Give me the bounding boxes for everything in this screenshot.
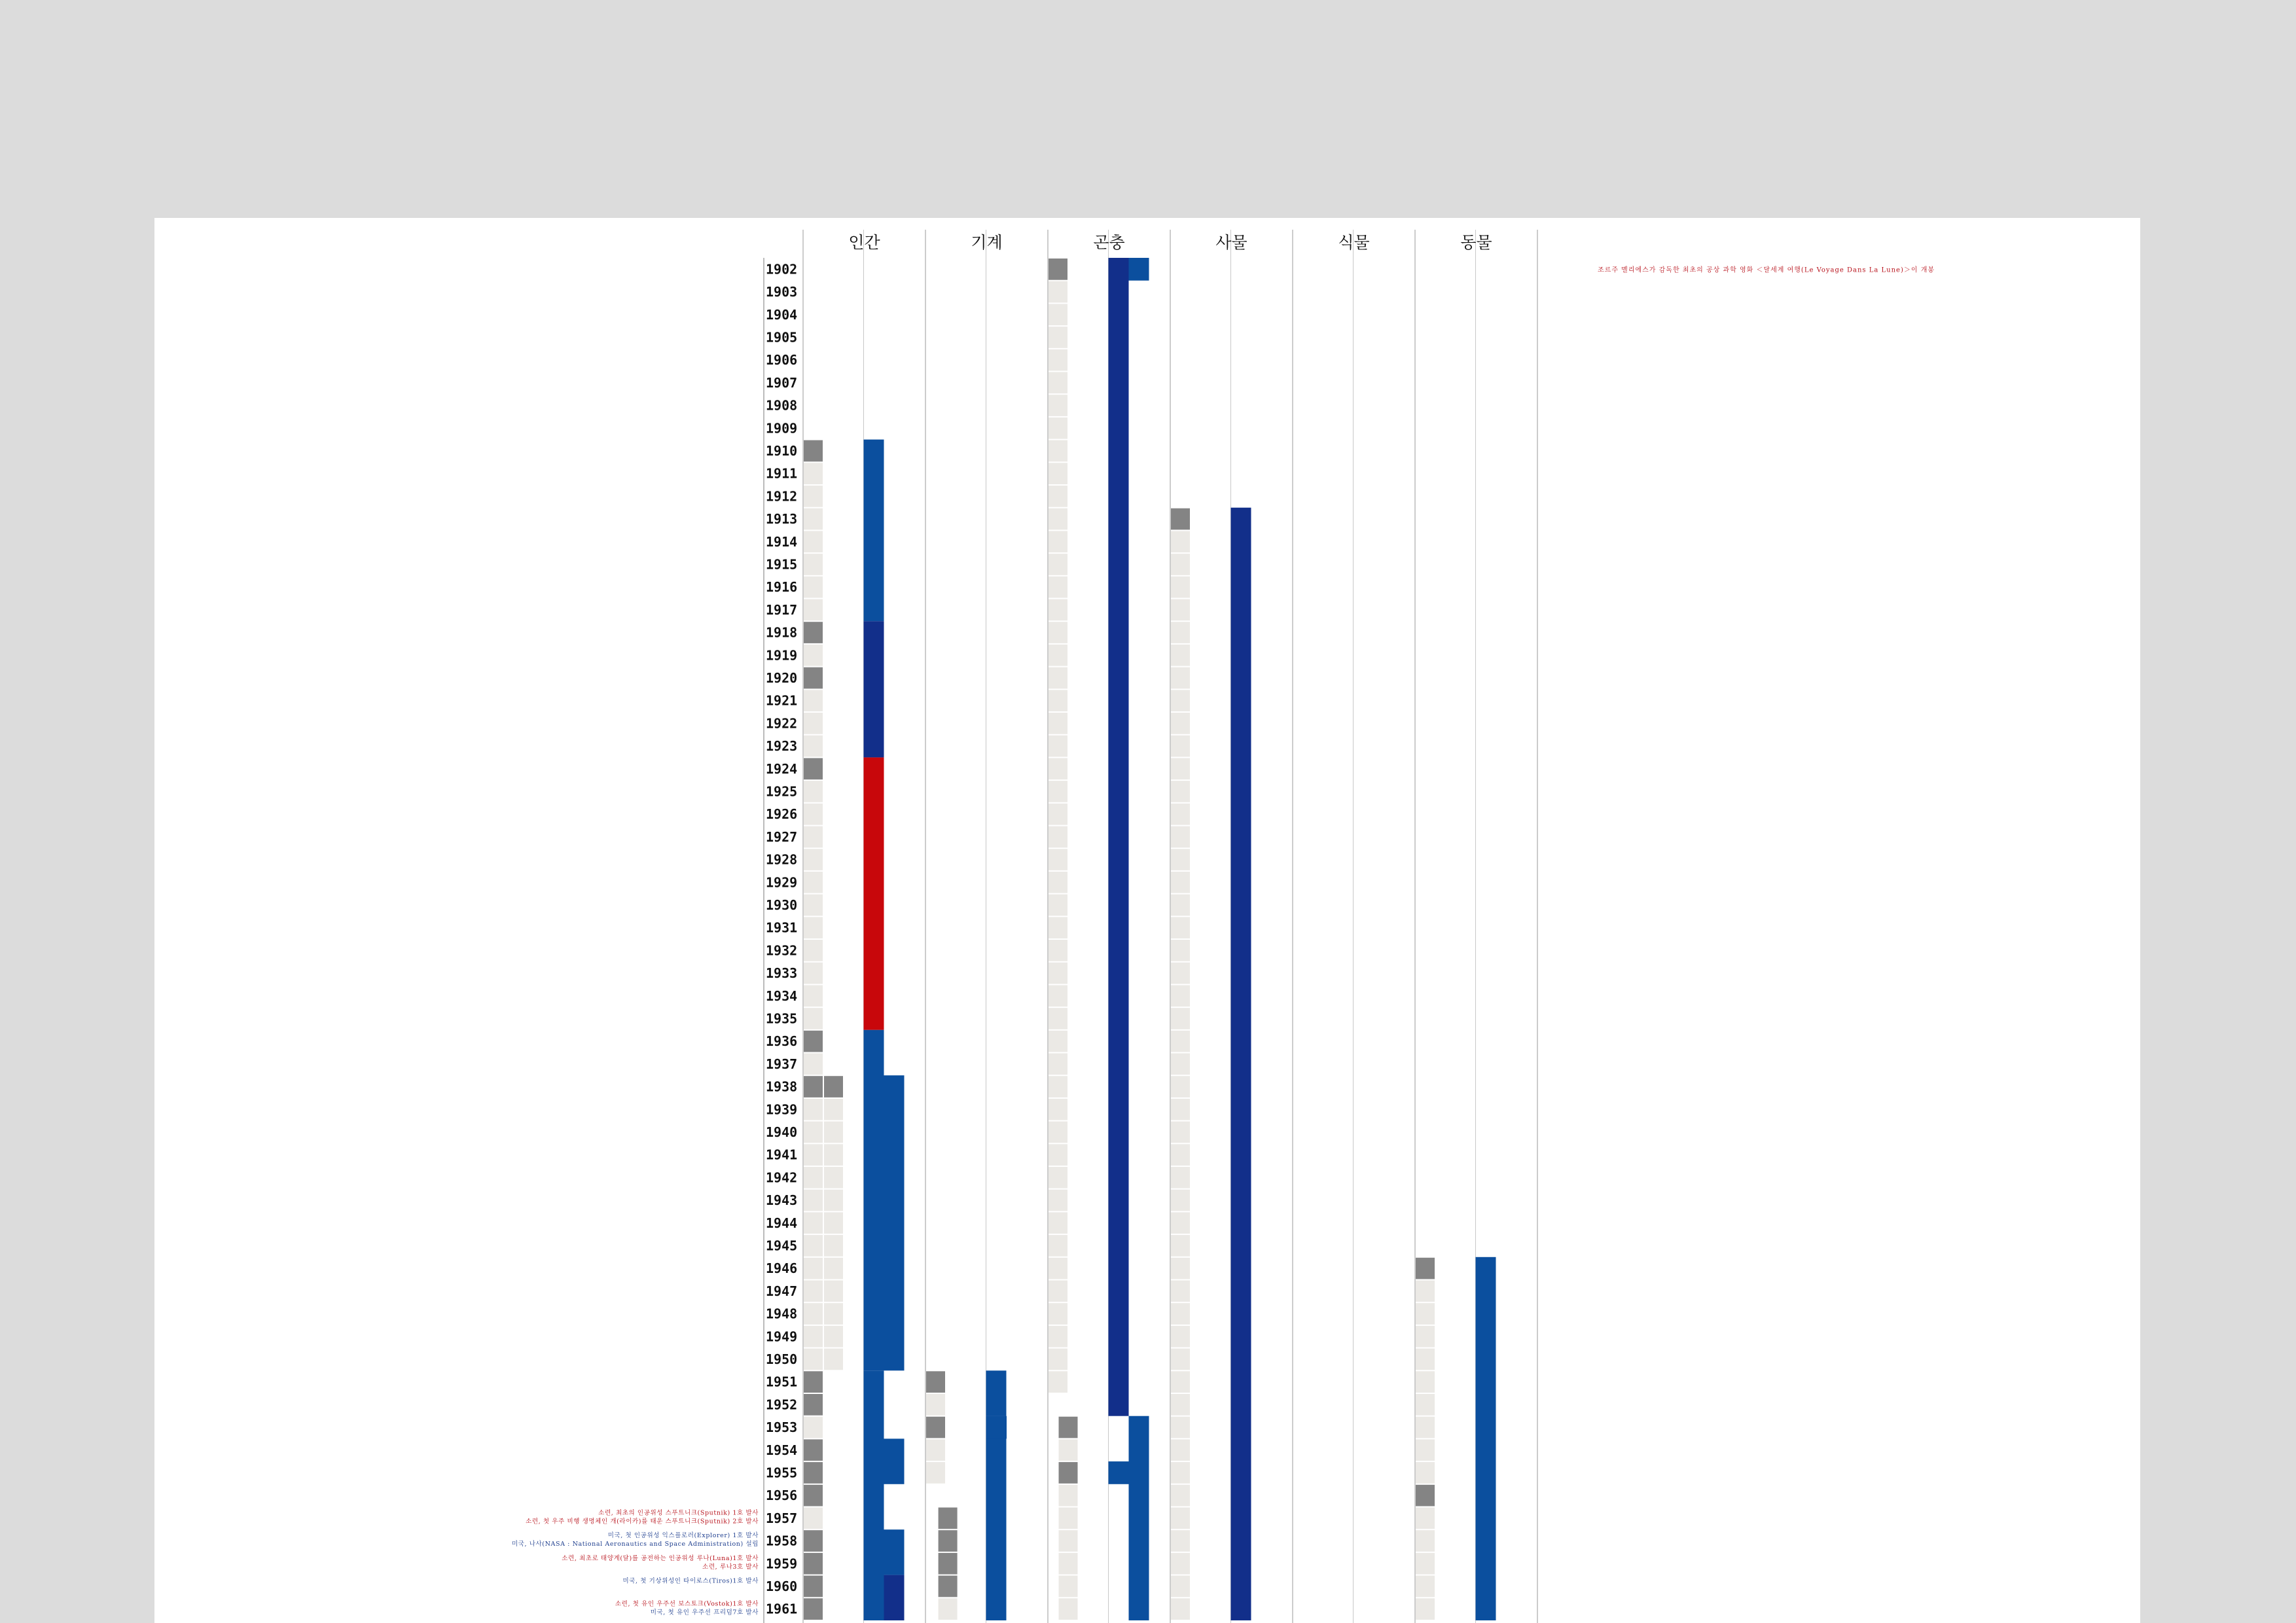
timeline-bar[interactable] — [864, 440, 884, 622]
image-thumbnail[interactable] — [1171, 1144, 1190, 1166]
image-thumbnail[interactable] — [1049, 1371, 1067, 1393]
image-thumbnail[interactable] — [804, 940, 823, 961]
timeline-chart — [154, 218, 2140, 1623]
image-thumbnail[interactable] — [804, 1371, 823, 1393]
image-thumbnail[interactable] — [804, 1167, 823, 1188]
image-thumbnail[interactable] — [804, 622, 823, 643]
image-thumbnail[interactable] — [1059, 1485, 1078, 1507]
image-thumbnail[interactable] — [1049, 895, 1067, 916]
image-thumbnail[interactable] — [804, 1598, 823, 1620]
image-thumbnail[interactable] — [804, 985, 823, 1007]
image-thumbnail[interactable] — [1171, 849, 1190, 870]
image-thumbnail[interactable] — [804, 668, 823, 689]
image-thumbnail[interactable] — [804, 577, 823, 598]
year-label: 1933 — [766, 965, 798, 982]
timeline-bar[interactable] — [1476, 1257, 1496, 1620]
image-thumbnail[interactable] — [1416, 1576, 1435, 1597]
image-thumbnail[interactable] — [824, 1326, 843, 1347]
image-thumbnail[interactable] — [804, 463, 823, 484]
year-label: 1957 — [766, 1510, 798, 1526]
image-thumbnail[interactable] — [824, 1281, 843, 1302]
image-thumbnail[interactable] — [1171, 668, 1190, 689]
image-thumbnail[interactable] — [804, 1190, 823, 1211]
year-label: 1954 — [766, 1442, 798, 1458]
image-thumbnail[interactable] — [1049, 645, 1067, 666]
image-thumbnail[interactable] — [1171, 1462, 1190, 1484]
image-thumbnail[interactable] — [824, 1167, 843, 1188]
image-thumbnail[interactable] — [804, 1235, 823, 1257]
year-label: 1924 — [766, 760, 798, 777]
image-thumbnail[interactable] — [1171, 622, 1190, 643]
year-label: 1912 — [766, 488, 798, 505]
image-thumbnail[interactable] — [824, 1099, 843, 1120]
event-note: 소련, 최초의 인공위성 스푸트니크(Sputnik) 1호 발사 — [598, 1509, 759, 1517]
timeline-bar[interactable] — [986, 1370, 1007, 1416]
image-thumbnail[interactable] — [1049, 1031, 1067, 1052]
year-label: 1913 — [766, 511, 798, 527]
year-label: 1905 — [766, 329, 798, 346]
image-thumbnail[interactable] — [1049, 1235, 1067, 1257]
image-thumbnail[interactable] — [1171, 917, 1190, 938]
image-thumbnail[interactable] — [804, 736, 823, 757]
image-thumbnail[interactable] — [824, 1235, 843, 1257]
image-thumbnail[interactable] — [804, 895, 823, 916]
image-thumbnail[interactable] — [804, 690, 823, 711]
image-thumbnail[interactable] — [824, 1122, 843, 1143]
year-label: 1956 — [766, 1488, 798, 1504]
category-heading: 사물 — [1215, 233, 1247, 252]
image-thumbnail[interactable] — [1171, 985, 1190, 1007]
image-thumbnail[interactable] — [1171, 1553, 1190, 1575]
image-thumbnail[interactable] — [1171, 1076, 1190, 1097]
year-label: 1914 — [766, 533, 798, 550]
year-label: 1949 — [766, 1329, 798, 1345]
year-label: 1937 — [766, 1056, 798, 1072]
image-thumbnail[interactable] — [1171, 1598, 1190, 1620]
image-thumbnail[interactable] — [804, 1258, 823, 1279]
image-thumbnail[interactable] — [804, 963, 823, 984]
year-label: 1930 — [766, 897, 798, 913]
image-thumbnail[interactable] — [804, 1212, 823, 1234]
year-label: 1906 — [766, 352, 798, 368]
image-thumbnail[interactable] — [1171, 1008, 1190, 1029]
image-thumbnail[interactable] — [1416, 1485, 1435, 1507]
image-thumbnail[interactable] — [1049, 1167, 1067, 1188]
image-thumbnail[interactable] — [1171, 1576, 1190, 1597]
year-label: 1911 — [766, 465, 798, 482]
image-thumbnail[interactable] — [804, 781, 823, 802]
image-thumbnail[interactable] — [1416, 1553, 1435, 1575]
timeline-bar[interactable] — [884, 1575, 905, 1620]
event-note: 소련, 최초로 태양계(달)를 공전하는 인공위성 루나(Luna)1호 발사 — [562, 1554, 759, 1562]
image-thumbnail[interactable] — [1049, 690, 1067, 711]
category-heading: 곤충 — [1093, 233, 1125, 252]
image-thumbnail[interactable] — [1416, 1394, 1435, 1416]
image-thumbnail[interactable] — [804, 1485, 823, 1507]
image-thumbnail[interactable] — [824, 1349, 843, 1370]
year-label: 1921 — [766, 692, 798, 709]
image-thumbnail[interactable] — [804, 531, 823, 552]
year-label: 1934 — [766, 988, 798, 1004]
image-thumbnail[interactable] — [1059, 1553, 1078, 1575]
year-label: 1960 — [766, 1578, 798, 1594]
image-thumbnail[interactable] — [1059, 1598, 1078, 1620]
image-thumbnail[interactable] — [1171, 1394, 1190, 1416]
image-thumbnail[interactable] — [804, 1553, 823, 1575]
year-label: 1922 — [766, 715, 798, 732]
year-label: 1955 — [766, 1465, 798, 1481]
image-thumbnail[interactable] — [1049, 349, 1067, 371]
image-thumbnail[interactable] — [1049, 1212, 1067, 1234]
year-label: 1927 — [766, 829, 798, 845]
year-label: 1942 — [766, 1169, 798, 1186]
timeline-bar[interactable] — [864, 757, 884, 1029]
year-label: 1903 — [766, 284, 798, 300]
image-thumbnail[interactable] — [824, 1144, 843, 1166]
image-thumbnail[interactable] — [1171, 736, 1190, 757]
image-thumbnail[interactable] — [804, 1439, 823, 1461]
image-thumbnail[interactable] — [1171, 508, 1190, 530]
image-thumbnail[interactable] — [804, 872, 823, 893]
image-thumbnail[interactable] — [1171, 758, 1190, 779]
image-thumbnail[interactable] — [804, 1076, 823, 1097]
year-label: 1958 — [766, 1533, 798, 1549]
image-thumbnail[interactable] — [804, 849, 823, 870]
image-thumbnail[interactable] — [1049, 736, 1067, 757]
image-thumbnail[interactable] — [1049, 1258, 1067, 1279]
image-thumbnail[interactable] — [1171, 1508, 1190, 1529]
image-thumbnail[interactable] — [1049, 1303, 1067, 1325]
category-heading: 기계 — [971, 233, 1003, 252]
image-thumbnail[interactable] — [1049, 1008, 1067, 1029]
image-thumbnail[interactable] — [1049, 304, 1067, 325]
image-thumbnail[interactable] — [804, 1281, 823, 1302]
year-label: 1904 — [766, 306, 798, 323]
year-label: 1938 — [766, 1079, 798, 1095]
image-thumbnail[interactable] — [1171, 1371, 1190, 1393]
year-label: 1928 — [766, 851, 798, 868]
year-label: 1961 — [766, 1601, 798, 1617]
image-thumbnail[interactable] — [1416, 1371, 1435, 1393]
image-thumbnail[interactable] — [1171, 1530, 1190, 1552]
image-thumbnail[interactable] — [804, 827, 823, 848]
image-thumbnail[interactable] — [1049, 1281, 1067, 1302]
year-label: 1918 — [766, 624, 798, 641]
year-label: 1945 — [766, 1238, 798, 1254]
image-thumbnail[interactable] — [1059, 1462, 1078, 1484]
image-thumbnail[interactable] — [1059, 1417, 1078, 1438]
image-thumbnail[interactable] — [939, 1553, 958, 1575]
image-thumbnail[interactable] — [1171, 1054, 1190, 1075]
image-thumbnail[interactable] — [804, 1576, 823, 1597]
year-label: 1946 — [766, 1260, 798, 1277]
image-thumbnail[interactable] — [1171, 963, 1190, 984]
image-thumbnail[interactable] — [804, 486, 823, 507]
image-thumbnail[interactable] — [824, 1076, 843, 1097]
image-thumbnail[interactable] — [1049, 758, 1067, 779]
image-thumbnail[interactable] — [804, 758, 823, 779]
image-thumbnail[interactable] — [1171, 554, 1190, 575]
year-label: 1941 — [766, 1147, 798, 1163]
image-thumbnail[interactable] — [804, 645, 823, 666]
year-label: 1910 — [766, 442, 798, 459]
year-label: 1908 — [766, 397, 798, 414]
image-thumbnail[interactable] — [1049, 804, 1067, 825]
image-thumbnail[interactable] — [1416, 1530, 1435, 1552]
category-heading: 식물 — [1338, 233, 1370, 252]
image-thumbnail[interactable] — [1171, 940, 1190, 961]
timeline-sheet — [154, 218, 2140, 1623]
image-thumbnail[interactable] — [1049, 668, 1067, 689]
image-thumbnail[interactable] — [926, 1439, 945, 1461]
year-label: 1926 — [766, 806, 798, 823]
event-note: 미국, 첫 인공위성 익스플로러(Explorer) 1호 발사 — [607, 1532, 759, 1540]
image-thumbnail[interactable] — [1171, 1485, 1190, 1507]
image-thumbnail[interactable] — [1049, 1076, 1067, 1097]
year-label: 1959 — [766, 1556, 798, 1572]
image-thumbnail[interactable] — [824, 1190, 843, 1211]
image-thumbnail[interactable] — [1416, 1281, 1435, 1302]
image-thumbnail[interactable] — [1049, 463, 1067, 484]
image-thumbnail[interactable] — [1171, 1235, 1190, 1257]
timeline-bar[interactable] — [1231, 508, 1251, 1620]
image-thumbnail[interactable] — [804, 1144, 823, 1166]
year-label: 1951 — [766, 1374, 798, 1390]
image-thumbnail[interactable] — [1416, 1417, 1435, 1438]
image-thumbnail[interactable] — [804, 1508, 823, 1529]
event-note: 소련, 루나3호 발사 — [702, 1563, 759, 1571]
year-label: 1925 — [766, 783, 798, 800]
image-thumbnail[interactable] — [804, 599, 823, 621]
image-thumbnail[interactable] — [804, 1122, 823, 1143]
timeline-bar[interactable] — [884, 1438, 905, 1484]
image-thumbnail[interactable] — [1171, 1439, 1190, 1461]
timeline-bar[interactable] — [884, 1075, 905, 1370]
timeline-bar[interactable] — [1129, 258, 1149, 281]
image-thumbnail[interactable] — [1049, 599, 1067, 621]
image-thumbnail[interactable] — [804, 554, 823, 575]
year-label: 1940 — [766, 1124, 798, 1140]
year-label: 1916 — [766, 579, 798, 596]
year-label: 1915 — [766, 556, 798, 573]
image-thumbnail[interactable] — [804, 804, 823, 825]
image-thumbnail[interactable] — [1049, 259, 1067, 280]
image-thumbnail[interactable] — [1049, 1144, 1067, 1166]
event-note: 미국, 나사(NASA : National Aeronautics and Space Administration) 설립 — [511, 1541, 759, 1548]
image-thumbnail[interactable] — [1049, 554, 1067, 575]
year-label: 1939 — [766, 1101, 798, 1118]
image-thumbnail[interactable] — [1059, 1530, 1078, 1552]
image-thumbnail[interactable] — [1059, 1508, 1078, 1529]
image-thumbnail[interactable] — [804, 1054, 823, 1075]
image-thumbnail[interactable] — [939, 1530, 958, 1552]
image-thumbnail[interactable] — [1049, 418, 1067, 439]
image-thumbnail[interactable] — [939, 1598, 958, 1620]
category-heading: 인간 — [848, 233, 880, 252]
year-label: 1948 — [766, 1306, 798, 1322]
year-label: 1943 — [766, 1192, 798, 1209]
image-thumbnail[interactable] — [1059, 1439, 1078, 1461]
image-thumbnail[interactable] — [804, 1530, 823, 1552]
image-thumbnail[interactable] — [804, 440, 823, 462]
image-thumbnail[interactable] — [1049, 1099, 1067, 1120]
timeline-bar[interactable] — [986, 1416, 1007, 1620]
timeline-bar[interactable] — [1129, 1416, 1149, 1620]
image-thumbnail[interactable] — [1171, 781, 1190, 802]
year-label: 1947 — [766, 1283, 798, 1299]
event-note: 미국, 첫 유인 우주선 프리덤7호 발사 — [650, 1609, 759, 1616]
image-thumbnail[interactable] — [804, 1394, 823, 1416]
image-thumbnail[interactable] — [804, 917, 823, 938]
image-thumbnail[interactable] — [1059, 1576, 1078, 1597]
year-label: 1907 — [766, 374, 798, 391]
image-thumbnail[interactable] — [1171, 1212, 1190, 1234]
image-thumbnail[interactable] — [1416, 1258, 1435, 1279]
image-thumbnail[interactable] — [1049, 940, 1067, 961]
image-thumbnail[interactable] — [824, 1258, 843, 1279]
image-thumbnail[interactable] — [1049, 531, 1067, 552]
image-thumbnail[interactable] — [926, 1371, 945, 1393]
timeline-bar[interactable] — [864, 1370, 884, 1620]
image-thumbnail[interactable] — [1416, 1349, 1435, 1370]
image-thumbnail[interactable] — [1049, 917, 1067, 938]
image-thumbnail[interactable] — [804, 1417, 823, 1438]
image-thumbnail[interactable] — [1171, 577, 1190, 598]
image-thumbnail[interactable] — [939, 1508, 958, 1529]
image-thumbnail[interactable] — [1171, 1167, 1190, 1188]
image-thumbnail[interactable] — [939, 1576, 958, 1597]
image-thumbnail[interactable] — [1049, 985, 1067, 1007]
image-thumbnail[interactable] — [804, 1326, 823, 1347]
year-label: 1952 — [766, 1397, 798, 1413]
year-label: 1902 — [766, 261, 798, 277]
image-thumbnail[interactable] — [1049, 1190, 1067, 1211]
timeline-bar[interactable] — [864, 621, 884, 757]
timeline-bar[interactable] — [1109, 258, 1129, 1416]
image-thumbnail[interactable] — [1049, 781, 1067, 802]
image-thumbnail[interactable] — [1171, 1031, 1190, 1052]
event-note: 소련, 첫 유인 우주선 보스토크(Vostok)1호 발사 — [615, 1600, 759, 1608]
year-label: 1953 — [766, 1419, 798, 1436]
image-thumbnail[interactable] — [926, 1462, 945, 1484]
year-label: 1936 — [766, 1033, 798, 1050]
image-thumbnail[interactable] — [1171, 1303, 1190, 1325]
image-thumbnail[interactable] — [804, 1303, 823, 1325]
image-thumbnail[interactable] — [804, 508, 823, 530]
image-thumbnail[interactable] — [1049, 372, 1067, 394]
timeline-bar[interactable] — [1109, 1461, 1129, 1484]
image-thumbnail[interactable] — [1416, 1508, 1435, 1529]
year-label: 1931 — [766, 919, 798, 936]
timeline-bar[interactable] — [884, 1529, 905, 1575]
image-thumbnail[interactable] — [1171, 1190, 1190, 1211]
timeline-bar[interactable] — [986, 1416, 1007, 1439]
image-thumbnail[interactable] — [1171, 1326, 1190, 1347]
year-label: 1944 — [766, 1215, 798, 1231]
image-thumbnail[interactable] — [1171, 1349, 1190, 1370]
year-label: 1919 — [766, 647, 798, 664]
image-thumbnail[interactable] — [1171, 1122, 1190, 1143]
image-thumbnail[interactable] — [1049, 827, 1067, 848]
year-label: 1923 — [766, 738, 798, 755]
image-thumbnail[interactable] — [1049, 713, 1067, 734]
event-note: 미국, 첫 기상위성인 타이로스(Tiros)1호 발사 — [622, 1577, 759, 1585]
image-thumbnail[interactable] — [1416, 1598, 1435, 1620]
year-label: 1917 — [766, 601, 798, 618]
year-label: 1932 — [766, 942, 798, 959]
image-thumbnail[interactable] — [1171, 599, 1190, 621]
image-thumbnail[interactable] — [1049, 508, 1067, 530]
image-thumbnail[interactable] — [1049, 486, 1067, 507]
image-thumbnail[interactable] — [1049, 395, 1067, 416]
image-thumbnail[interactable] — [804, 1008, 823, 1029]
image-thumbnail[interactable] — [1416, 1439, 1435, 1461]
image-thumbnail[interactable] — [1049, 1326, 1067, 1347]
image-thumbnail[interactable] — [1049, 963, 1067, 984]
year-label: 1950 — [766, 1351, 798, 1367]
year-label: 1909 — [766, 420, 798, 437]
image-thumbnail[interactable] — [1049, 1122, 1067, 1143]
image-thumbnail[interactable] — [1416, 1326, 1435, 1347]
image-thumbnail[interactable] — [1049, 872, 1067, 893]
image-thumbnail[interactable] — [1171, 713, 1190, 734]
year-label: 1920 — [766, 669, 798, 686]
year-label: 1929 — [766, 874, 798, 891]
image-thumbnail[interactable] — [1049, 281, 1067, 303]
image-thumbnail[interactable] — [1049, 1349, 1067, 1370]
image-thumbnail[interactable] — [1171, 1258, 1190, 1279]
image-thumbnail[interactable] — [1171, 531, 1190, 552]
image-thumbnail[interactable] — [1171, 690, 1190, 711]
image-thumbnail[interactable] — [1049, 622, 1067, 643]
year-label: 1935 — [766, 1010, 798, 1027]
image-thumbnail[interactable] — [804, 1349, 823, 1370]
event-note: 조르주 멜리에스가 감독한 최초의 공상 과학 영화 ＜달세계 여행(Le Voyage Dans La Lune)＞이 개봉 — [1598, 266, 1935, 274]
category-heading: 동물 — [1460, 233, 1492, 252]
image-thumbnail[interactable] — [1049, 327, 1067, 348]
timeline-bar[interactable] — [864, 1030, 884, 1371]
image-thumbnail[interactable] — [1171, 827, 1190, 848]
image-thumbnail[interactable] — [1416, 1462, 1435, 1484]
image-thumbnail[interactable] — [1416, 1303, 1435, 1325]
image-thumbnail[interactable] — [1049, 849, 1067, 870]
image-thumbnail[interactable] — [1049, 1054, 1067, 1075]
image-thumbnail[interactable] — [1171, 645, 1190, 666]
event-note: 소련, 첫 우주 비행 생명체인 개(라이카)를 태운 스푸트니크(Sputnik) 2호 발사 — [526, 1518, 759, 1525]
image-thumbnail[interactable] — [804, 1462, 823, 1484]
image-thumbnail[interactable] — [1171, 1281, 1190, 1302]
image-thumbnail[interactable] — [926, 1394, 945, 1416]
image-thumbnail[interactable] — [1049, 440, 1067, 462]
image-thumbnail[interactable] — [1049, 577, 1067, 598]
image-thumbnail[interactable] — [926, 1417, 945, 1438]
image-thumbnail[interactable] — [1171, 872, 1190, 893]
image-thumbnail[interactable] — [1171, 1417, 1190, 1438]
image-thumbnail[interactable] — [804, 1031, 823, 1052]
image-thumbnail[interactable] — [1171, 895, 1190, 916]
image-thumbnail[interactable] — [824, 1303, 843, 1325]
image-thumbnail[interactable] — [804, 713, 823, 734]
image-thumbnail[interactable] — [1171, 804, 1190, 825]
image-thumbnail[interactable] — [1171, 1099, 1190, 1120]
image-thumbnail[interactable] — [804, 1099, 823, 1120]
image-thumbnail[interactable] — [824, 1212, 843, 1234]
